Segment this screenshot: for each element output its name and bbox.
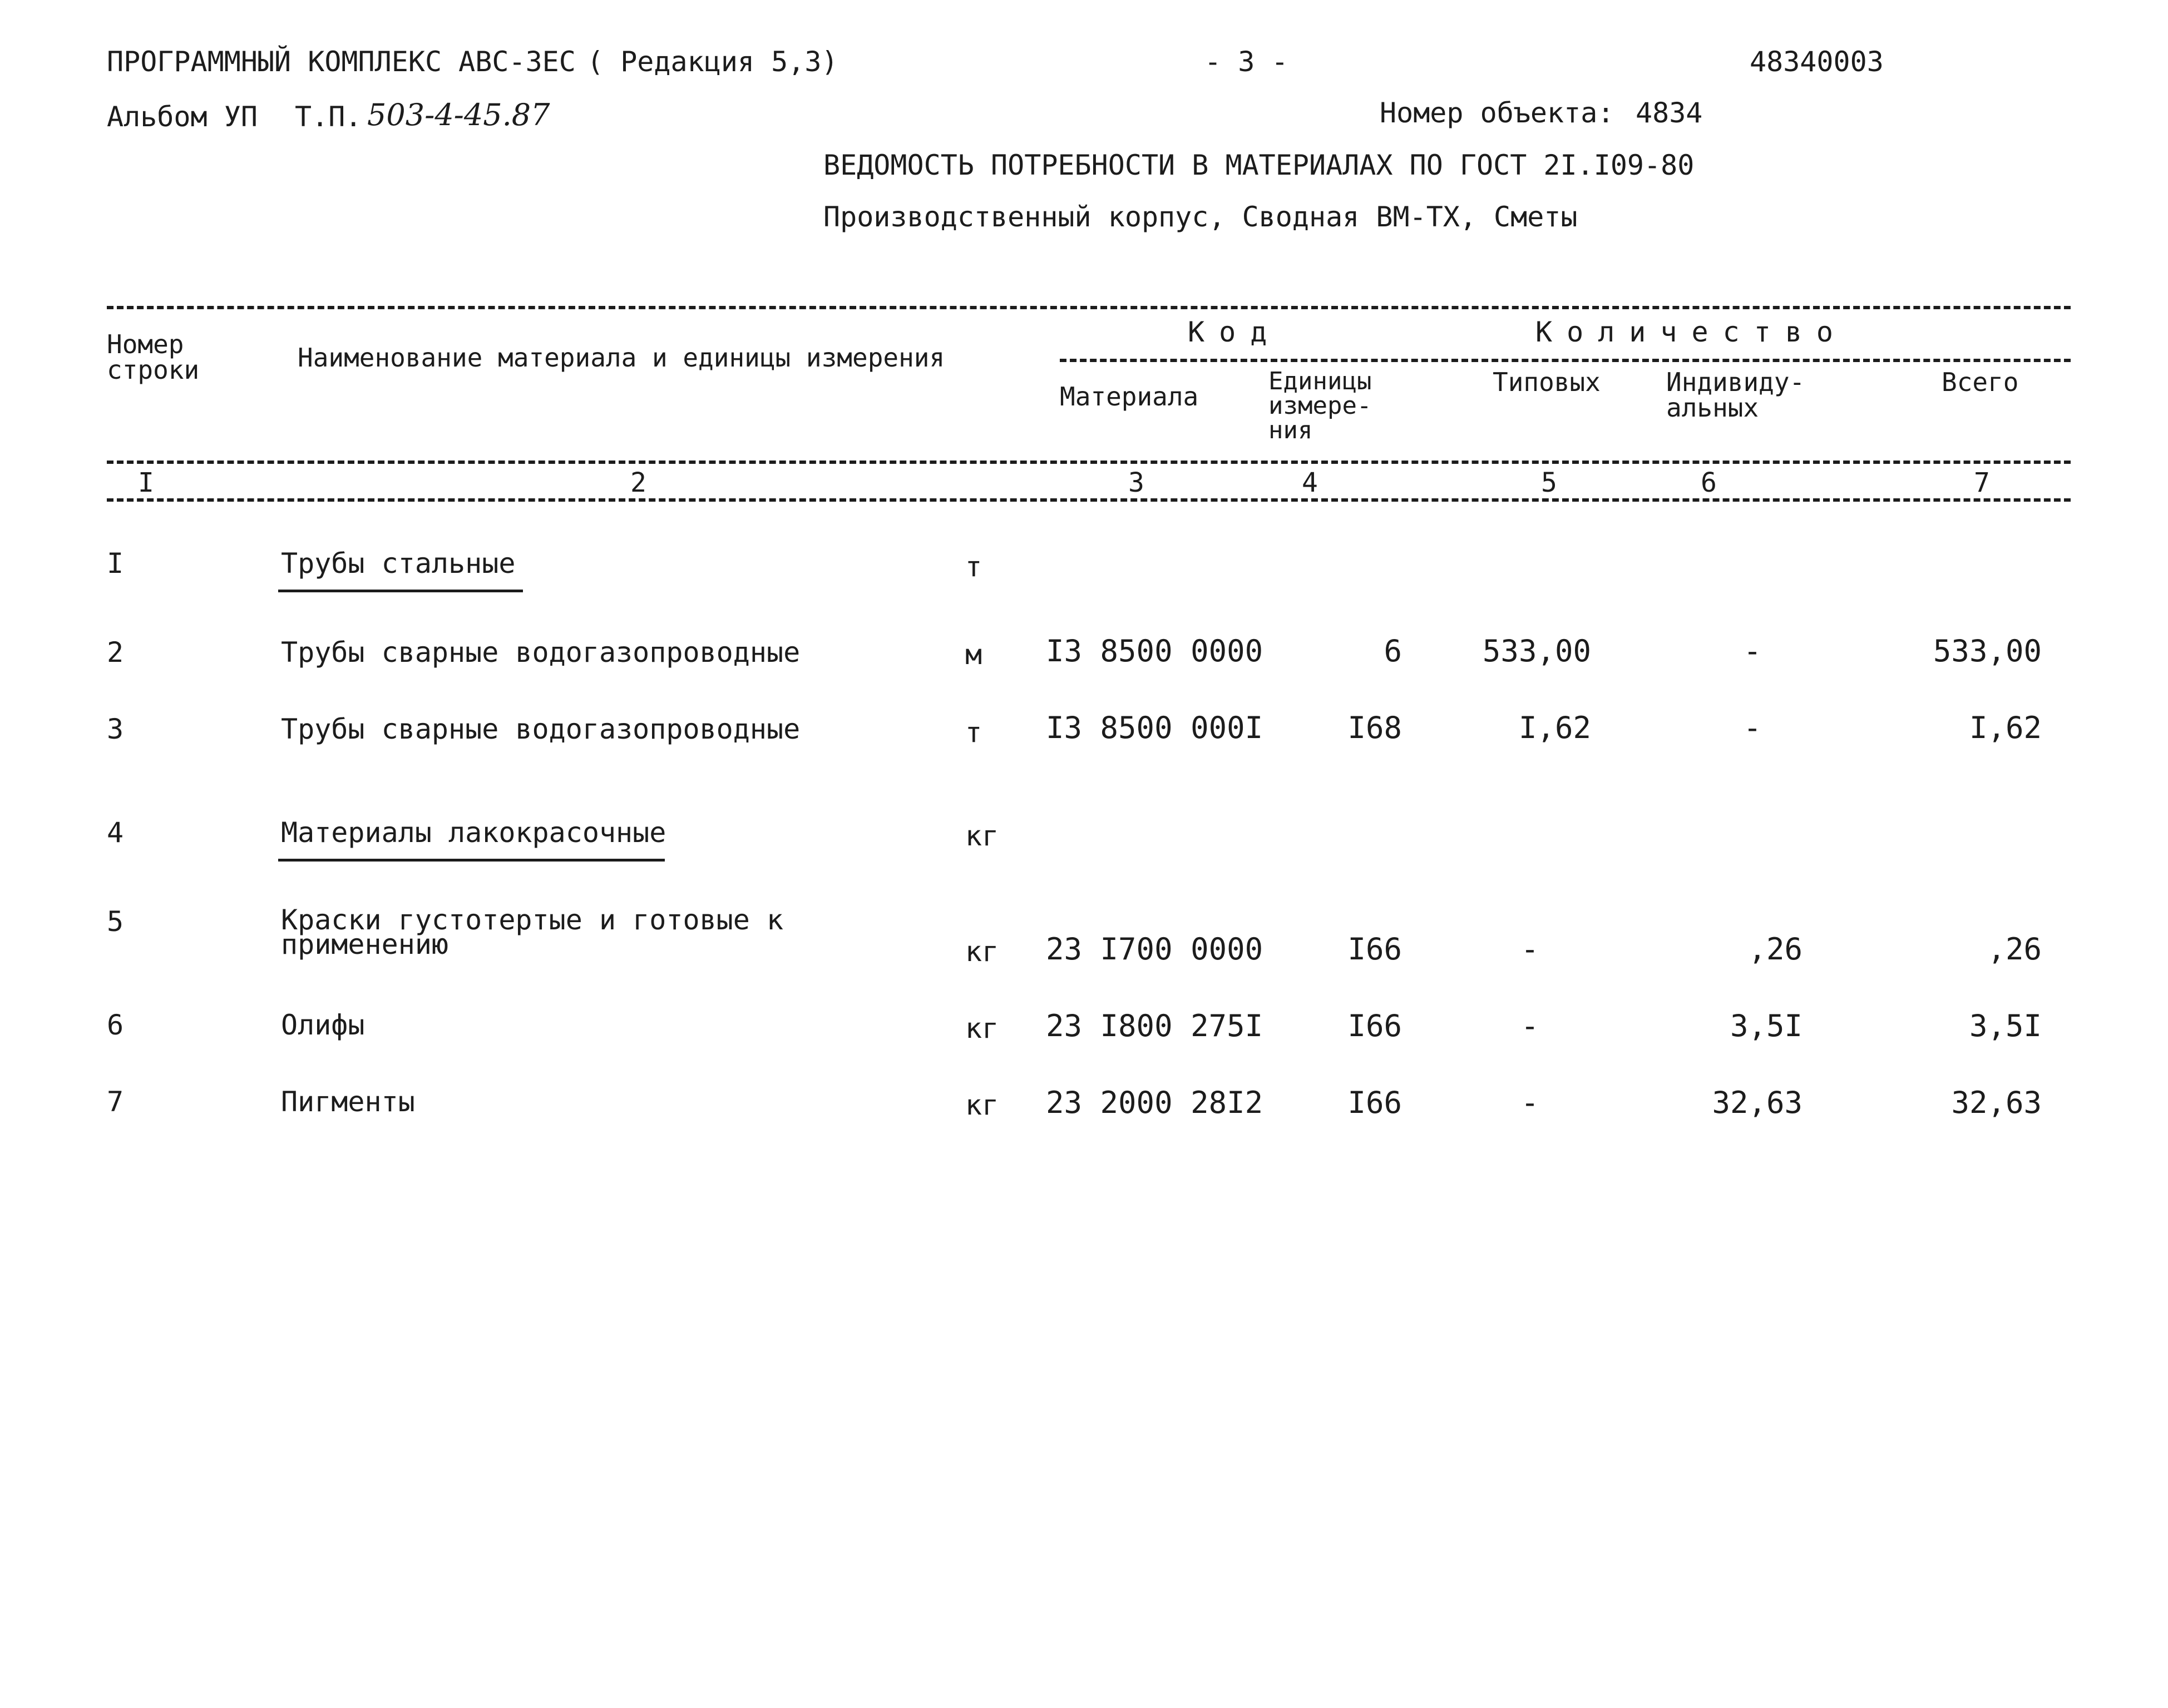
quantity-individual: 32,63 xyxy=(1712,1085,1802,1120)
column-number-5: 5 xyxy=(1541,467,1557,498)
header-unit-code: Единицы измере-ния xyxy=(1268,367,1372,444)
quantity-typical: I,62 xyxy=(1518,710,1591,745)
material-name: Трубы стальные xyxy=(281,547,516,580)
document-subtitle-tail: Сметы xyxy=(1494,201,1578,233)
material-name: Краски густотертые и готовые к применению xyxy=(281,904,784,961)
quantity-typical: - xyxy=(1520,1085,1539,1120)
object-label: Номер объекта: xyxy=(1380,97,1614,129)
group-underline xyxy=(278,859,665,862)
unit-name: кг xyxy=(965,820,999,852)
header-total: Всего xyxy=(1942,367,2019,397)
group-underline xyxy=(278,590,523,592)
header-typical: Типовых xyxy=(1493,367,1601,397)
row-number: 6 xyxy=(107,1009,124,1041)
material-code: 23 I800 275I xyxy=(1046,1008,1263,1043)
column-number-top-rule xyxy=(107,461,2071,464)
header-code-group: Код xyxy=(1188,316,1282,348)
header-material-code: Материала xyxy=(1060,382,1199,412)
unit-name: кг xyxy=(965,1089,999,1121)
unit-name: м xyxy=(965,638,982,671)
material-code: 23 I700 0000 xyxy=(1046,932,1263,967)
unit-code: I66 xyxy=(1347,1085,1402,1120)
column-number-3: 3 xyxy=(1128,467,1144,498)
quantity-total: 533,00 xyxy=(1933,633,2042,669)
document-subtitle: Производственный корпус, Сводная ВМ-ТХ, xyxy=(823,201,1476,233)
material-name: Трубы сварные водогазопроводные xyxy=(281,713,801,745)
quantity-individual: 3,5I xyxy=(1730,1008,1802,1043)
row-number: 7 xyxy=(107,1086,124,1118)
row-number: 5 xyxy=(107,905,124,938)
quantity-total: ,26 xyxy=(1987,932,2042,967)
column-number-bottom-rule xyxy=(107,498,2071,502)
material-code: 23 2000 28I2 xyxy=(1046,1085,1263,1120)
quantity-individual: - xyxy=(1743,710,1762,745)
header-sub-rule xyxy=(1060,359,2071,362)
material-name: Материалы лакокрасочные xyxy=(281,816,666,849)
quantity-typical: - xyxy=(1520,932,1539,967)
column-number-1: I xyxy=(138,467,154,498)
page-number: - 3 - xyxy=(1204,46,1288,78)
unit-name: кг xyxy=(965,935,999,968)
edition: ( Редакция 5,3) xyxy=(587,46,838,78)
unit-code: I66 xyxy=(1347,1008,1402,1043)
program-name: ПРОГРАММНЫЙ КОМПЛЕКС АВС-ЗЕС xyxy=(107,46,576,78)
unit-name: кг xyxy=(965,1012,999,1044)
quantity-total: 32,63 xyxy=(1951,1085,2042,1120)
unit-name: т xyxy=(965,716,982,749)
column-number-4: 4 xyxy=(1302,467,1318,498)
header-individual: Индивиду-альных xyxy=(1666,367,1805,423)
album: Альбом УП xyxy=(107,101,258,133)
material-code: I3 8500 0000 xyxy=(1046,633,1263,669)
header-row-number: Номер строки xyxy=(107,329,200,385)
material-name: Олифы xyxy=(281,1009,365,1041)
column-number-6: 6 xyxy=(1701,467,1717,498)
unit-name: т xyxy=(965,551,982,583)
quantity-total: I,62 xyxy=(1969,710,2042,745)
unit-code: I66 xyxy=(1347,932,1402,967)
unit-code: I68 xyxy=(1347,710,1402,745)
tp-label: Т.П. xyxy=(295,101,362,133)
column-number-2: 2 xyxy=(630,467,646,498)
quantity-individual: ,26 xyxy=(1748,932,1802,967)
header-name: Наименование материала и единицы измерения xyxy=(298,343,945,373)
row-number: 3 xyxy=(107,713,124,745)
column-number-7: 7 xyxy=(1974,467,1990,498)
quantity-total: 3,5I xyxy=(1969,1008,2042,1043)
object-number: 4834 xyxy=(1636,97,1703,129)
material-code: I3 8500 000I xyxy=(1046,710,1263,745)
material-name: Трубы сварные водогазопроводные xyxy=(281,636,801,669)
document-title: ВЕДОМОСТЬ ПОТРЕБНОСТИ В МАТЕРИАЛАХ ПО ГОСТ 2I.I09-80 xyxy=(823,149,1695,181)
unit-code: 6 xyxy=(1384,633,1402,669)
tp-number: 503-4-45.87 xyxy=(367,97,550,132)
row-number: I xyxy=(107,547,124,580)
quantity-typical: - xyxy=(1520,1008,1539,1043)
row-number: 4 xyxy=(107,816,124,849)
quantity-individual: - xyxy=(1743,633,1762,669)
material-name: Пигменты xyxy=(281,1086,415,1118)
table-top-rule xyxy=(107,306,2071,309)
quantity-typical: 533,00 xyxy=(1482,633,1591,669)
row-number: 2 xyxy=(107,636,124,669)
header-quantity-group: Количество xyxy=(1535,316,1848,348)
document-number: 48340003 xyxy=(1750,46,1884,78)
